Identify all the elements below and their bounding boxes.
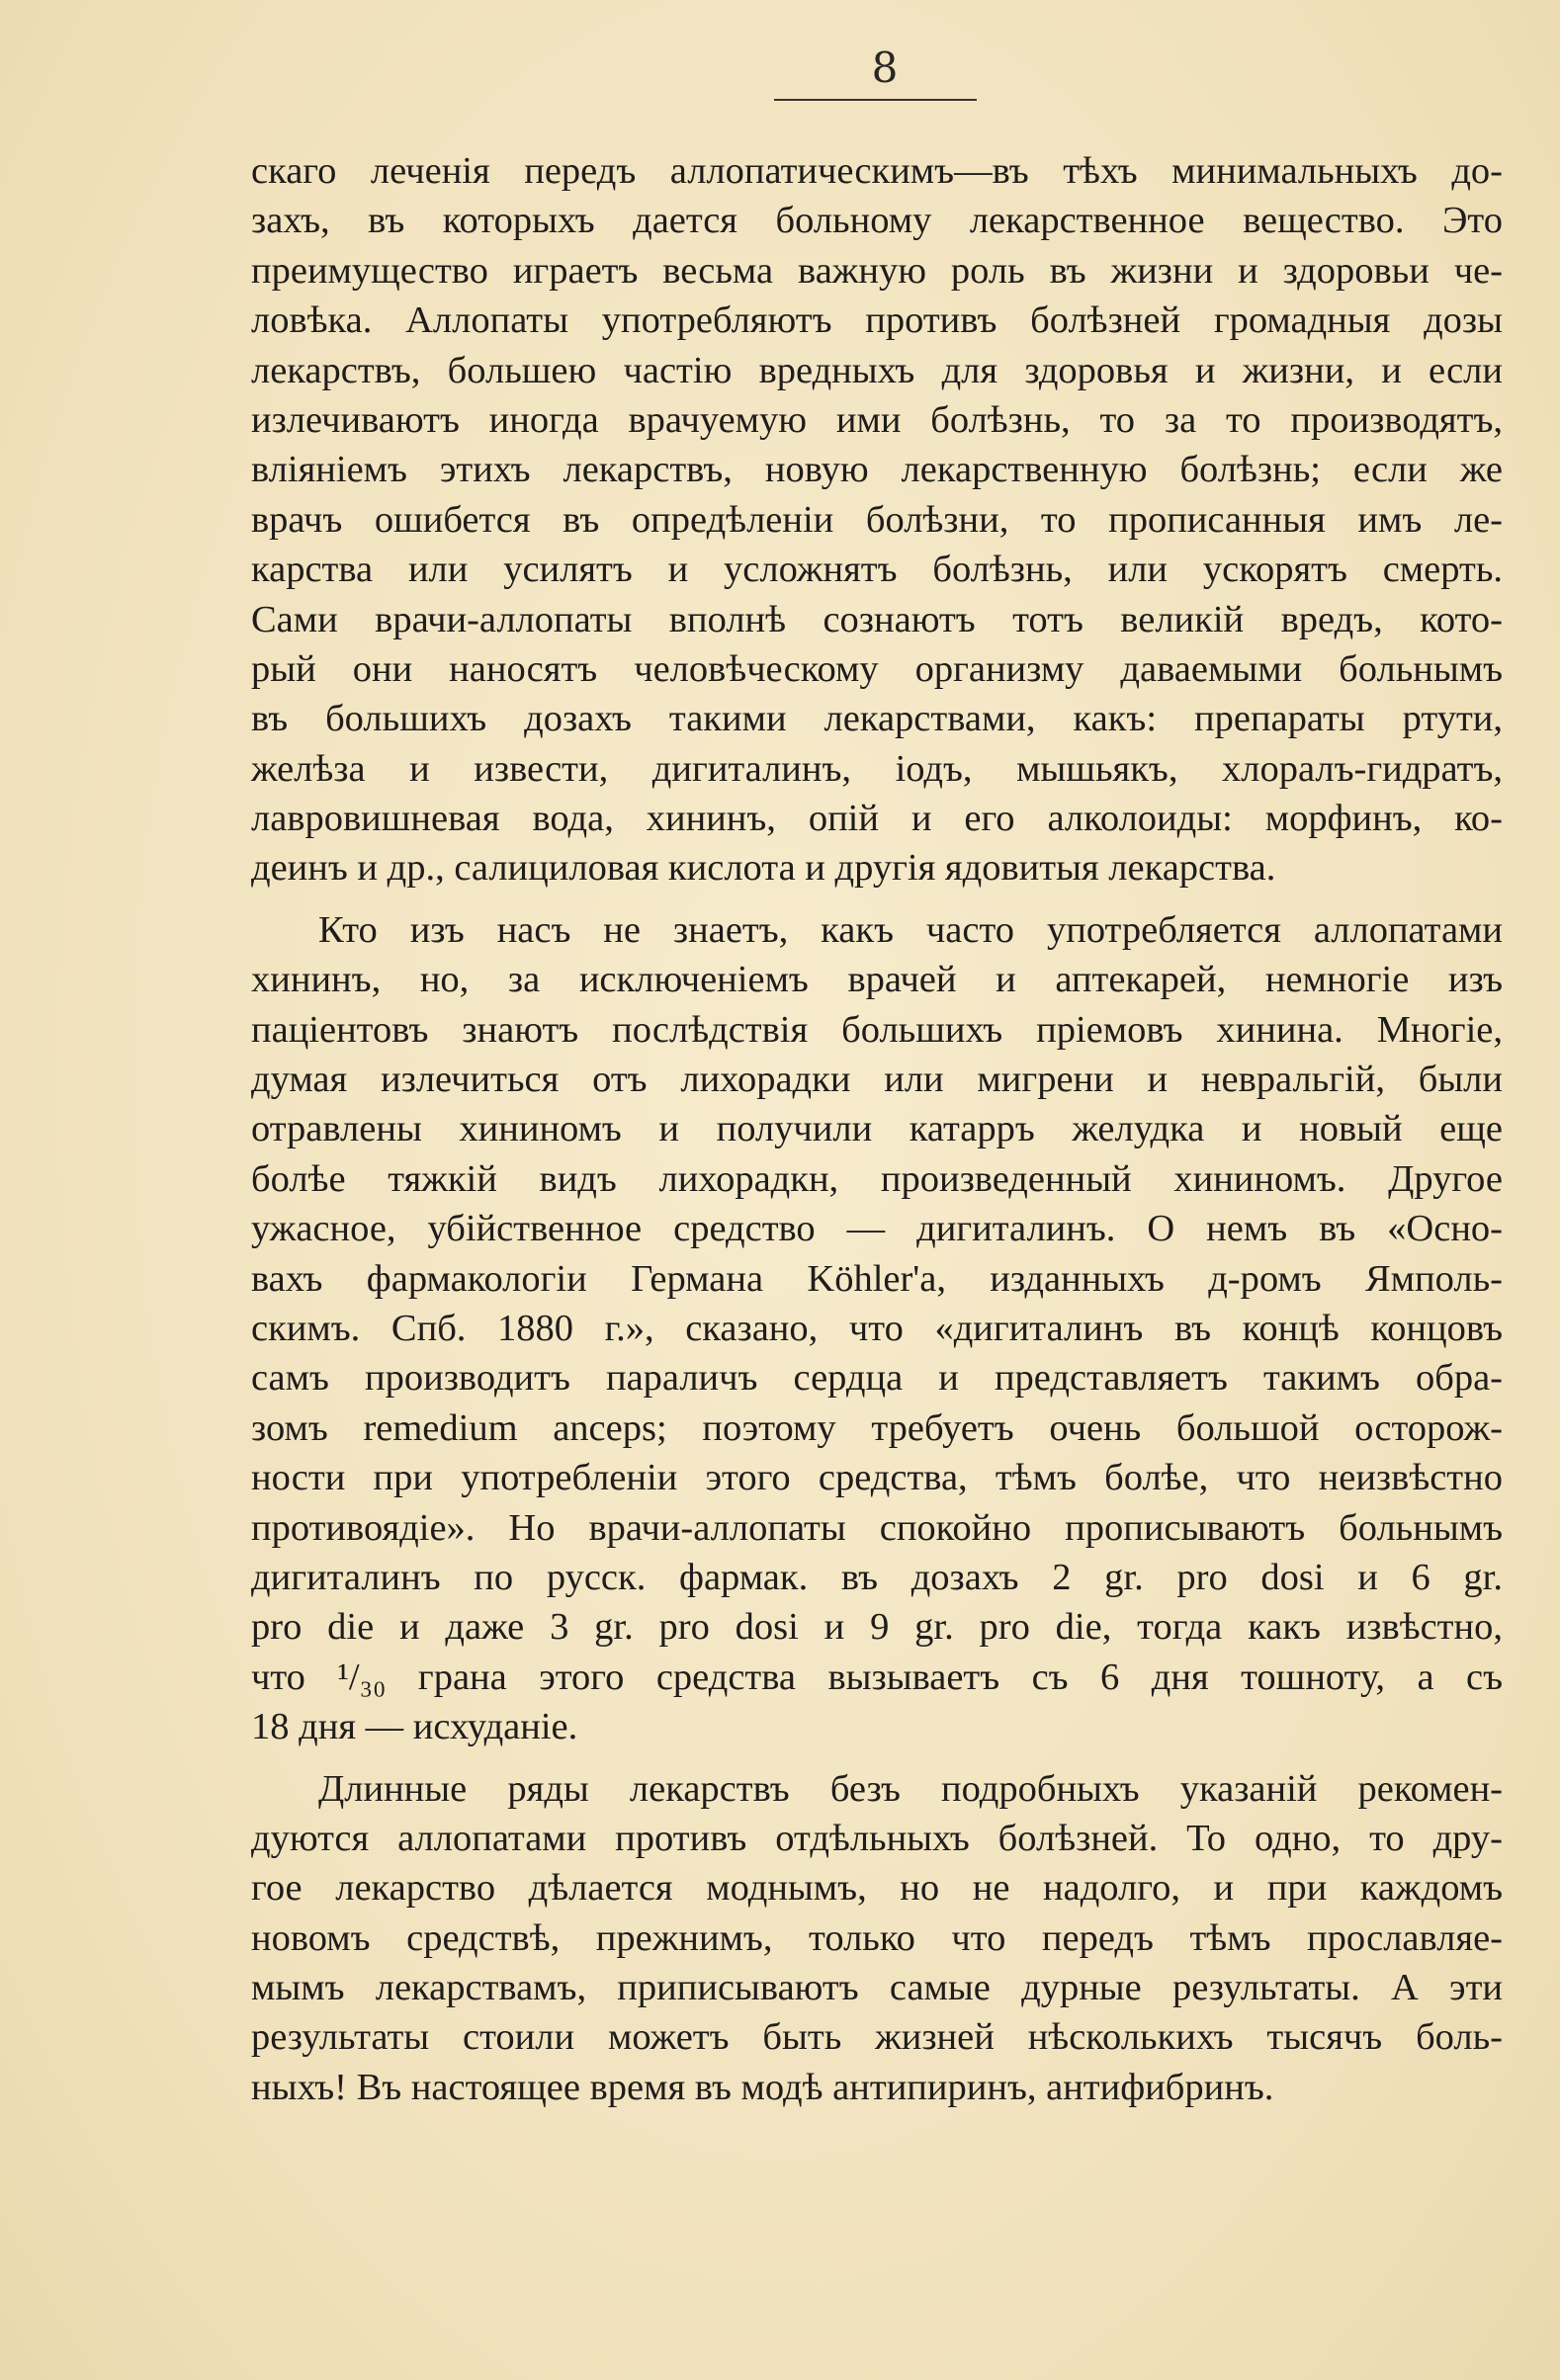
- text-line: вахъ фармакологіи Германа Köhler'а, изданныхъ д-ромъ Ямполь-: [251, 1257, 1503, 1300]
- text-line: вліяніемъ этихъ лекарствъ, новую лекарственную болѣзнь; если же: [251, 449, 1503, 491]
- page-number: 8: [871, 43, 899, 92]
- text-line: самъ производитъ параличъ сердца и представляетъ такимъ обра-: [251, 1357, 1503, 1400]
- text-line: желѣза и извести, дигиталинъ, іодъ, мышьякъ, хлоралъ-гидратъ,: [251, 747, 1503, 790]
- text-line: въ большихъ дозахъ такими лекарствами, какъ: препараты ртути,: [251, 698, 1503, 740]
- text-line: дигиталинъ по русск. фармак. въ дозахъ 2 gr. pro dosi и 6 gr.: [251, 1556, 1503, 1598]
- text-line: ужасное, убійственное средство — дигиталинъ. О немъ въ «Осно-: [251, 1208, 1503, 1250]
- text-line: излечиваютъ иногда врачуемую ими болѣзнь, то за то производятъ,: [251, 398, 1503, 441]
- text-line: врачъ ошибется въ опредѣленіи болѣзни, то прописанныя имъ ле-: [251, 498, 1503, 541]
- text-line: деинъ и др., салициловая кислота и другія ядовитыя лекарства.: [251, 847, 1276, 890]
- text-line: скимъ. Спб. 1880 г.», сказано, что «дигиталинъ въ концѣ концовъ: [251, 1307, 1503, 1349]
- paragraph-gap: [251, 893, 1503, 905]
- text-line: мымъ лекарствамъ, приписываютъ самые дурные результаты. А эти: [251, 1967, 1503, 2009]
- paragraph: [251, 1764, 1503, 2113]
- text-line: дуются аллопатами противъ отдѣльныхъ болѣзней. То одно, то дру-: [251, 1817, 1503, 1859]
- text-line: новомъ средствѣ, прежнимъ, только что передъ тѣмъ прославляе-: [251, 1916, 1503, 1959]
- text-line: рый они наносятъ человѣческому организму даваемыми больнымъ: [251, 647, 1503, 690]
- paragraph: [251, 905, 1503, 1752]
- text-line: лавровишневая вода, хининъ, опій и его алколоиды: морфинъ, ко-: [251, 798, 1503, 840]
- text-line: хининъ, но, за исключеніемъ врачей и аптекарей, немногіе изъ: [251, 959, 1503, 1001]
- text-line: pro die и даже 3 gr. pro dosi и 9 gr. pro die, тогда какъ извѣстно,: [251, 1606, 1503, 1649]
- text-line: преимущество играетъ весьма важную роль въ жизни и здоровьи че-: [251, 249, 1503, 292]
- text-line: ныхъ! Въ настоящее время въ модѣ антипиринъ, антифибринъ.: [251, 2066, 1274, 2108]
- text-line: думая излечиться отъ лихорадки или мигрени и невральгій, были: [251, 1059, 1503, 1101]
- text-line: Кто изъ насъ не знаетъ, какъ часто употребляется аллопатами: [318, 908, 1503, 951]
- text-line: Сами врачи-аллопаты вполнѣ сознаютъ тотъ великій вредъ, кото-: [251, 598, 1503, 640]
- text-line: захъ, въ которыхъ дается больному лекарственное вещество. Это: [251, 200, 1503, 242]
- paragraph-gap: [251, 1752, 1503, 1764]
- text-line: лекарствъ, большею частію вредныхъ для здоровья и жизни, и если: [251, 349, 1503, 391]
- text-line: Длинные ряды лекарствъ безъ подробныхъ указаній рекомен-: [318, 1767, 1503, 1810]
- text-line: ности при употребленіи этого средства, тѣмъ болѣе, что неизвѣстно: [251, 1457, 1503, 1499]
- paragraph: [251, 146, 1503, 893]
- text-line: результаты стоили можетъ быть жизней нѣсколькихъ тысячъ боль-: [251, 2016, 1503, 2059]
- header-rule: [774, 99, 977, 101]
- text-line: ловѣка. Аллопаты употребляютъ противъ болѣзней громадныя дозы: [251, 299, 1503, 342]
- text-line: противоядіе». Но врачи-аллопаты спокойно прописываютъ больнымъ: [251, 1506, 1503, 1549]
- text-line: 18 дня — исхуданіе.: [251, 1706, 578, 1748]
- text-line: карства или усилятъ и усложнятъ болѣзнь, или ускорятъ смерть.: [251, 549, 1503, 591]
- text-line: гое лекарство дѣлается моднымъ, но не надолго, и при каждомъ: [251, 1867, 1503, 1910]
- text-line: зомъ remedium anceps; поэтому требуетъ очень большой осторож-: [251, 1406, 1503, 1449]
- body-text: [251, 146, 1503, 2112]
- text-line: паціентовъ знаютъ послѣдствія большихъ пріемовъ хинина. Многіе,: [251, 1008, 1503, 1051]
- text-line: что ¹/₃₀ грана этого средства вызываетъ съ 6 дня тошноту, а съ: [251, 1656, 1503, 1698]
- text-line: отравлены хининомъ и получили катарръ желудка и новый еще: [251, 1108, 1503, 1150]
- text-line: скаго леченія передъ аллопатическимъ—въ тѣхъ минимальныхъ до-: [251, 150, 1503, 192]
- text-line: болѣе тяжкій видъ лихорадкн, произведенный хининомъ. Другое: [251, 1157, 1503, 1200]
